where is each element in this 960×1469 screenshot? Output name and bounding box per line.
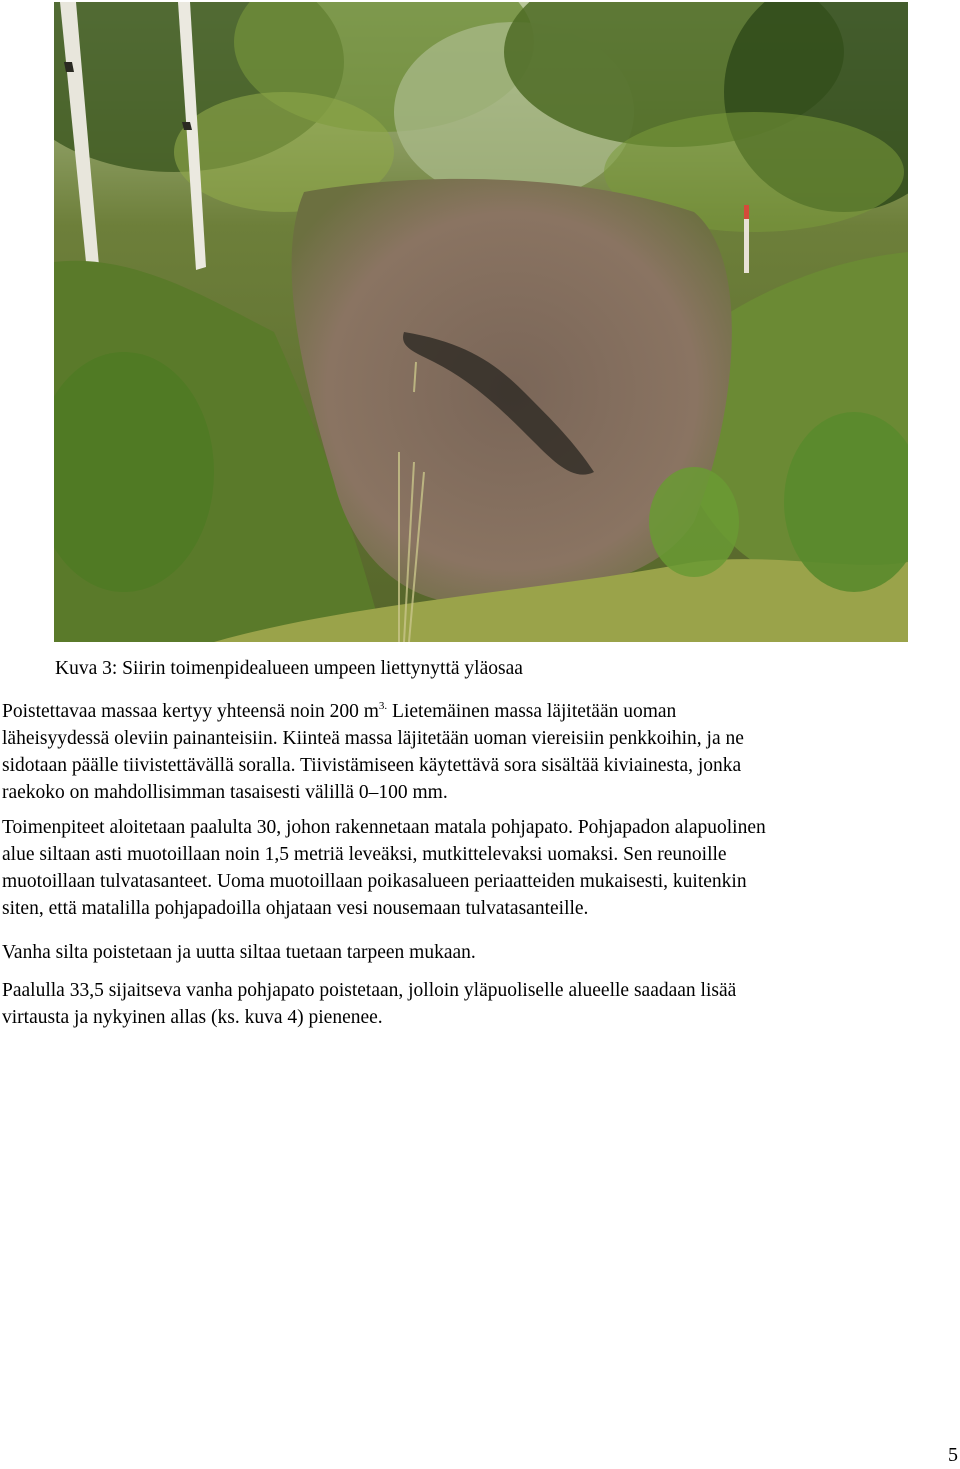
text-line: alue siltaan asti muotoillaan noin 1,5 metriä leveäksi, mutkittelevaksi uomaksi. Sen reunoille	[2, 844, 727, 865]
figure-caption: Kuva 3: Siirin toimenpidealueen umpeen liettynyttä yläosaa	[55, 658, 523, 679]
text-line: Toimenpiteet aloitetaan paalulta 30, johon rakennetaan matala pohjapato. Pohjapadon alapuolinen	[2, 817, 766, 838]
paragraph-old-dam	[2, 977, 948, 1031]
text-line: muotoillaan tulvatasanteet. Uoma muotoillaan poikasalueen periaatteiden mukaisesti, kuitenkin	[2, 871, 747, 892]
superscript: 3.	[378, 700, 388, 712]
text-segment: Poistettavaa massaa kertyy yhteensä noin 200 m	[2, 701, 379, 722]
text-line	[2, 693, 948, 725]
text-line: raekoko on mahdollisimman tasaisesti välillä 0–100 mm.	[2, 782, 448, 803]
text-line: siten, että matalilla pohjapadoilla ohjataan vesi nousemaan tulvatasanteille.	[2, 898, 589, 919]
survey-marker	[744, 205, 749, 273]
page-number: 5	[948, 1444, 958, 1466]
paragraph-bridge	[2, 939, 948, 966]
text-line: sidotaan päälle tiivistettävällä soralla. Tiivistämiseen käytettävä sora sisältää kiviainesta, jonka	[2, 755, 742, 776]
paragraph-measures	[2, 814, 948, 922]
paragraph-mass-disposal	[2, 693, 948, 806]
text-segment: Lietemäinen massa läjitetään uoman	[387, 701, 677, 722]
shrub-center	[649, 467, 739, 577]
text-line: Vanha silta poistetaan ja uutta siltaa tuetaan tarpeen mukaan.	[2, 942, 476, 963]
text-line: läheisyydessä oleviin painanteisiin. Kiinteä massa läjitetään uoman viereisiin penkkoihin, ja ne	[2, 728, 744, 749]
ditch-photo	[54, 2, 908, 642]
text-line: virtausta ja nykyinen allas (ks. kuva 4) pienenee.	[2, 1007, 383, 1028]
text-line: Paalulla 33,5 sijaitseva vanha pohjapato poistetaan, jolloin yläpuoliselle alueelle saadaan lisää	[2, 980, 737, 1001]
